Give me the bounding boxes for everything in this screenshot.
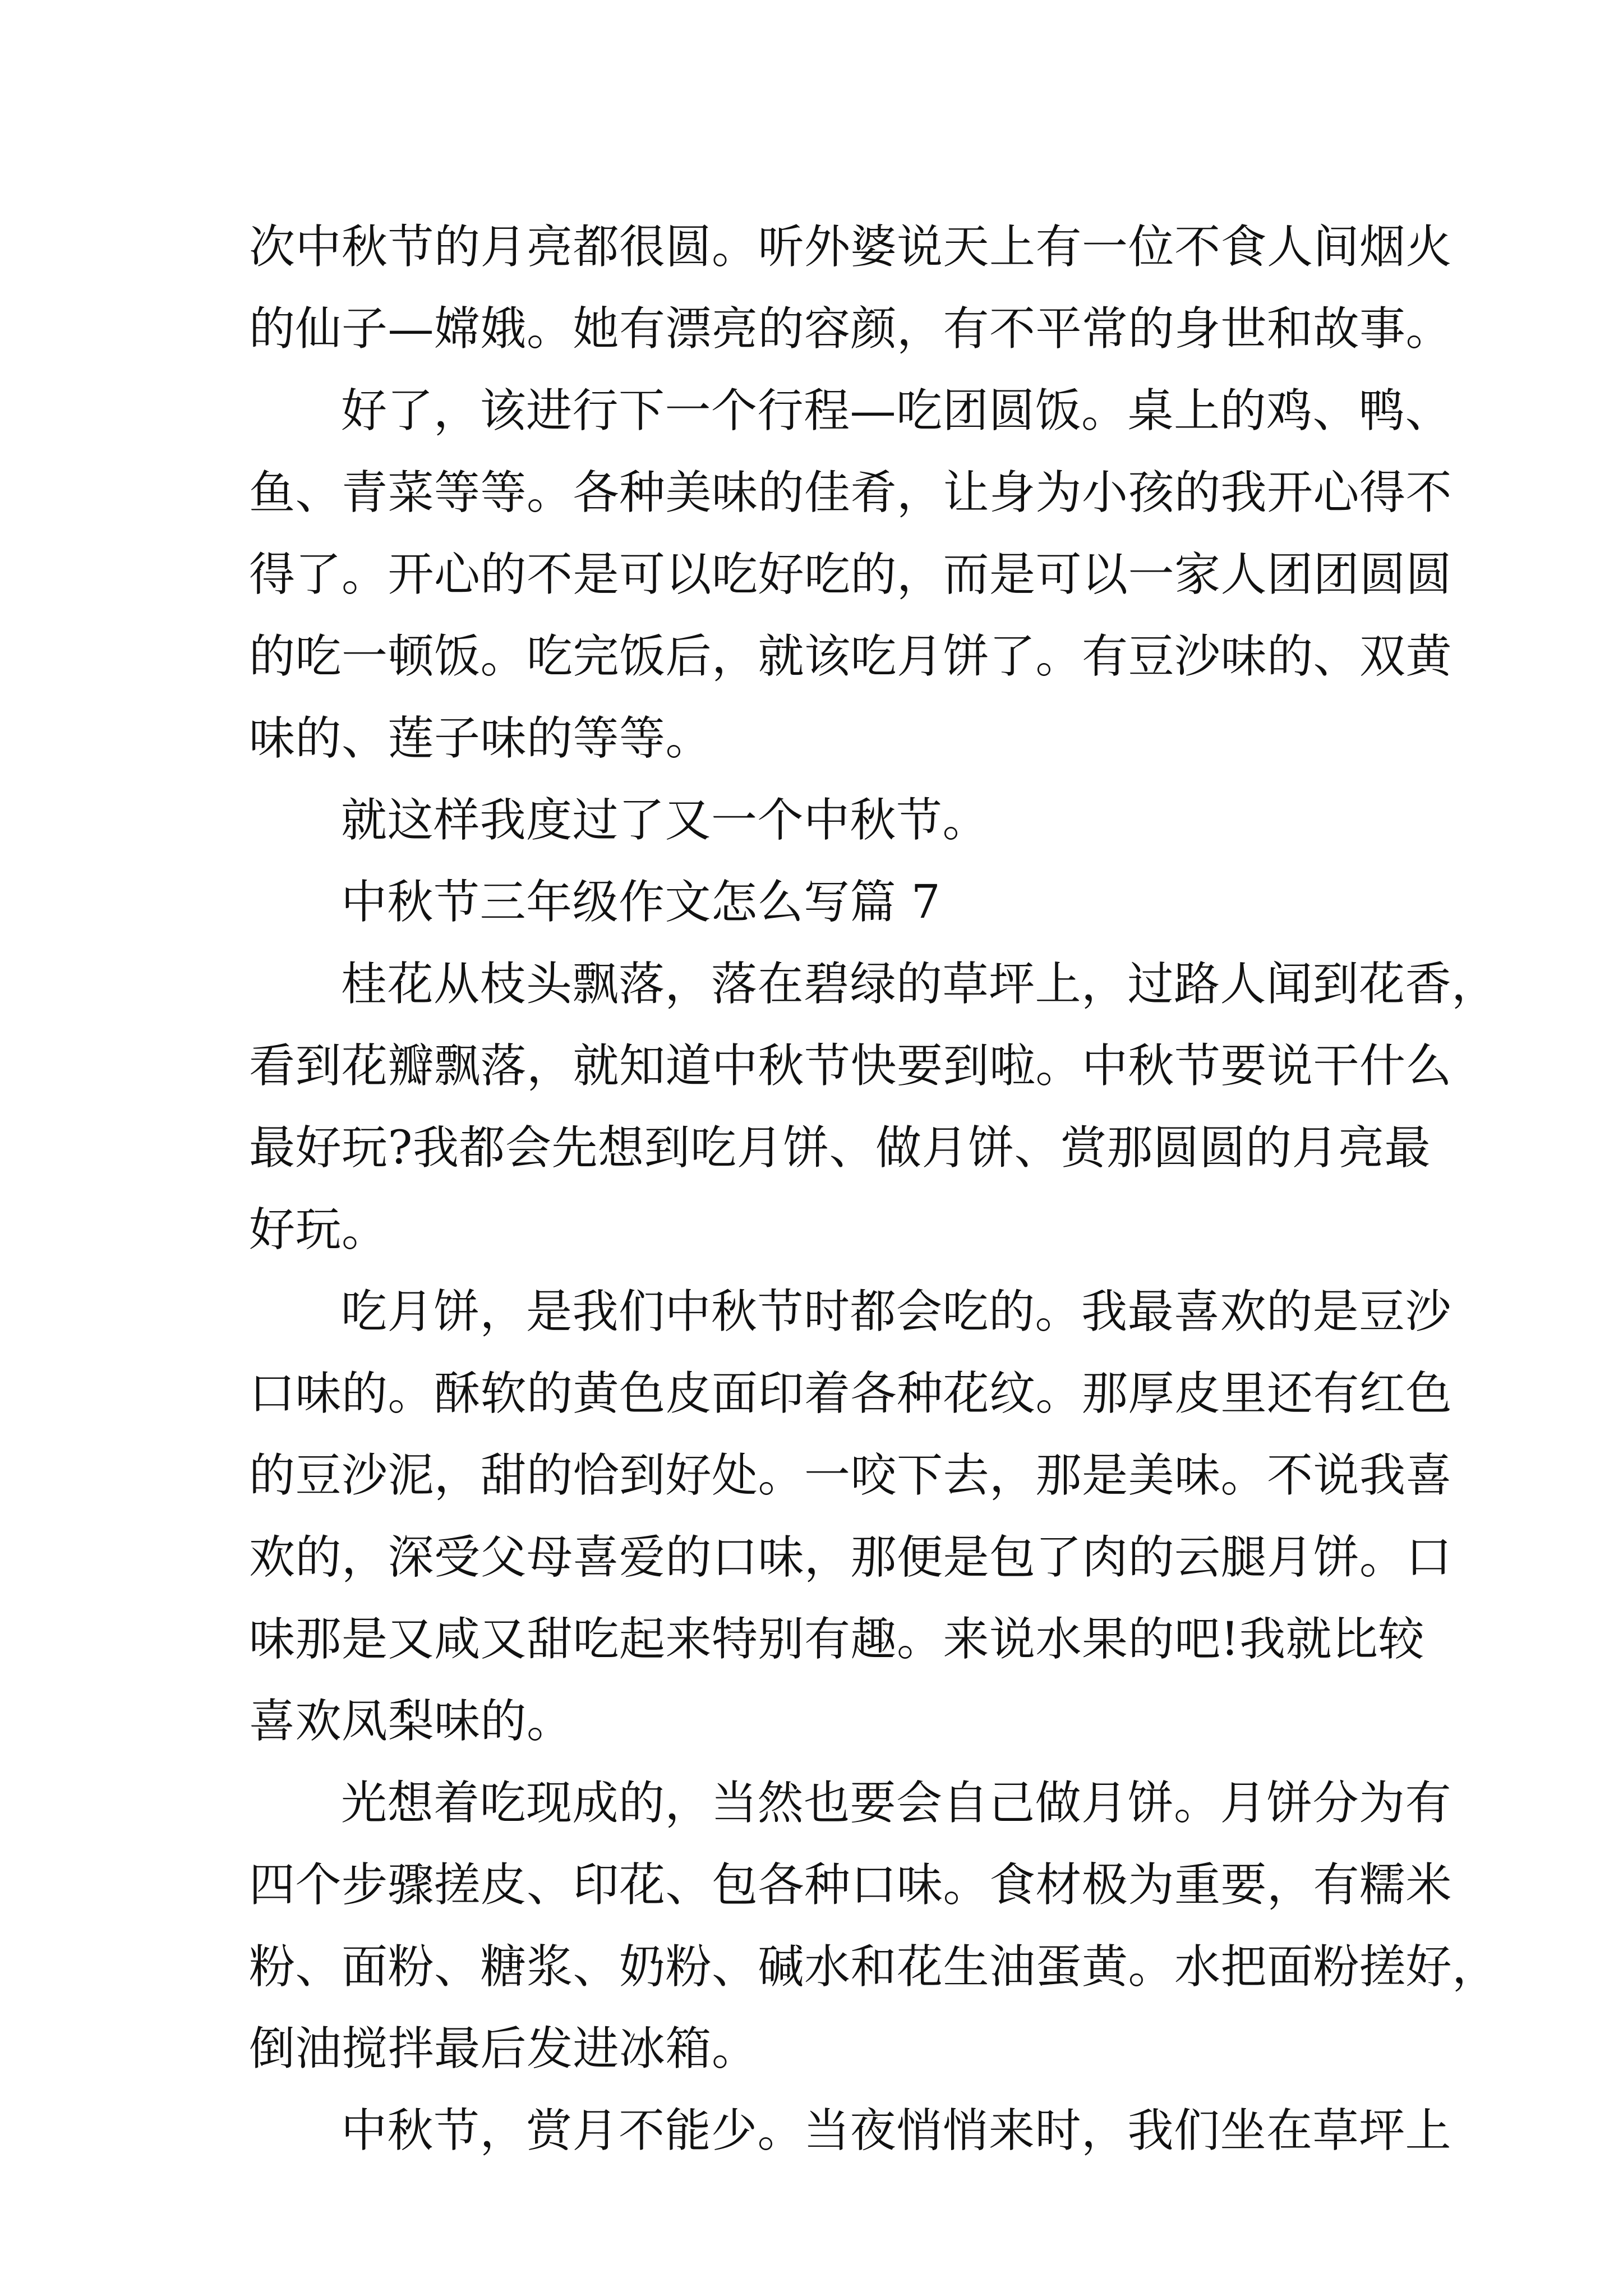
text-line: 好了，该进行下一个行程—吃团圆饭。桌上的鸡、鸭、: [341, 384, 1452, 438]
text-line: 的吃一顿饭。吃完饭后，就该吃月饼了。有豆沙味的、双黄: [249, 630, 1453, 683]
text-line: 欢的，深受父母喜爱的口味，那便是包了肉的云腿月饼。口: [249, 1531, 1453, 1584]
text-line: 的仙子—嫦娥。她有漂亮的容颜，有不平常的身世和故事。: [249, 302, 1453, 356]
text-line: 看到花瓣飘落，就知道中秋节快要到啦。中秋节要说干什么: [249, 1039, 1453, 1093]
text-line: 好玩。: [249, 1203, 388, 1257]
text-line: 桂花从枝头飘落，落在碧绿的草坪上，过路人闻到花香，: [341, 958, 1498, 1011]
text-line: 粉、面粉、糖浆、奶粉、碱水和花生油蛋黄。水把面粉搓好，: [249, 1940, 1498, 1994]
text-line: 最好玩?我都会先想到吃月饼、做月饼、赏那圆圆的月亮最: [249, 1121, 1431, 1175]
text-line: 味那是又咸又甜吃起来特别有趣。来说水果的吧!我就比较: [249, 1613, 1424, 1666]
text-line: 的豆沙泥，甜的恰到好处。一咬下去，那是美味。不说我喜: [249, 1449, 1453, 1502]
text-line: 四个步骤搓皮、印花、包各种口味。食材极为重要，有糯米: [249, 1858, 1453, 1912]
text-line: 倒油搅拌最后发进冰箱。: [249, 2022, 758, 2076]
text-line: 中秋节三年级作文怎么写篇 7: [341, 876, 941, 929]
text-line: 中秋节，赏月不能少。当夜悄悄来时，我们坐在草坪上: [341, 2104, 1452, 2157]
text-line: 鱼、青菜等等。各种美味的佳肴，让身为小孩的我开心得不: [249, 466, 1453, 519]
text-line: 次中秋节的月亮都很圆。听外婆说天上有一位不食人间烟火: [249, 220, 1453, 274]
text-line: 就这样我度过了又一个中秋节。: [341, 794, 989, 847]
document-body: [249, 206, 1498, 2172]
text-line: 口味的。酥软的黄色皮面印着各种花纹。那厚皮里还有红色: [249, 1367, 1453, 1420]
text-line: 吃月饼，是我们中秋节时都会吃的。我最喜欢的是豆沙: [341, 1285, 1452, 1338]
text-line: 光想着吃现成的，当然也要会自己做月饼。月饼分为有: [341, 1777, 1452, 1830]
text-line: 得了。开心的不是可以吃好吃的，而是可以一家人团团圆圆: [249, 548, 1453, 601]
text-line: 喜欢凤梨味的。: [249, 1695, 573, 1748]
text-line: 味的、莲子味的等等。: [249, 712, 712, 765]
